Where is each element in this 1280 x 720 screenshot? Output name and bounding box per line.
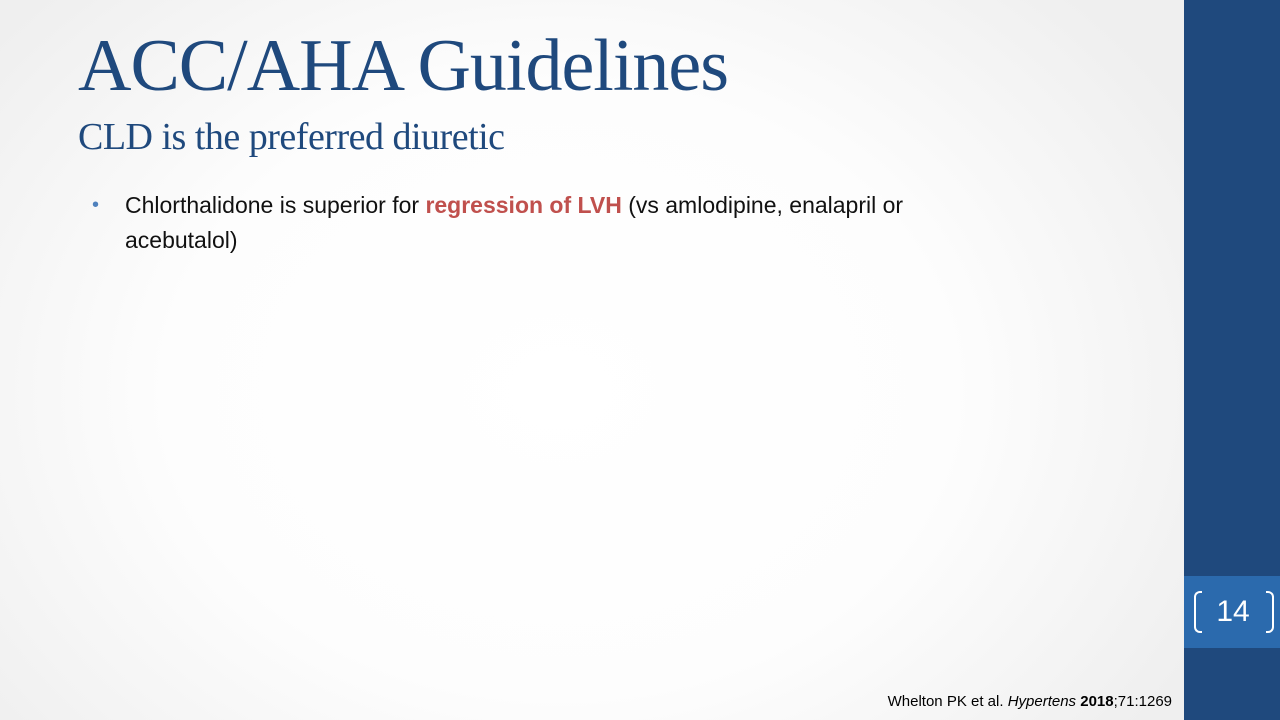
page-number: 14 [1216,595,1250,628]
slide-subtitle: CLD is the preferred diuretic [78,116,505,158]
bullet-text-after: (vs amlodipine, enalapril or acebutalol) [125,192,904,253]
bullet-text-before: Chlorthalidone is superior for [125,192,426,218]
page-number-box [1184,576,1280,648]
slide-title: ACC/AHA Guidelines [78,25,729,107]
citation-authors: Whelton PK et al. [887,693,1008,710]
bullet-list [92,188,1012,258]
left-bracket-icon [1194,591,1202,633]
citation [888,692,1172,712]
bullet-marker: • [92,194,100,216]
bullet-item [92,188,1012,258]
citation-ref: ;71:1269 [1113,693,1172,710]
right-bracket-icon [1266,591,1274,633]
bullet-highlight: regression of LVH [425,192,622,218]
citation-year: 2018 [1080,693,1114,710]
citation-journal: Hypertens [1007,693,1077,710]
